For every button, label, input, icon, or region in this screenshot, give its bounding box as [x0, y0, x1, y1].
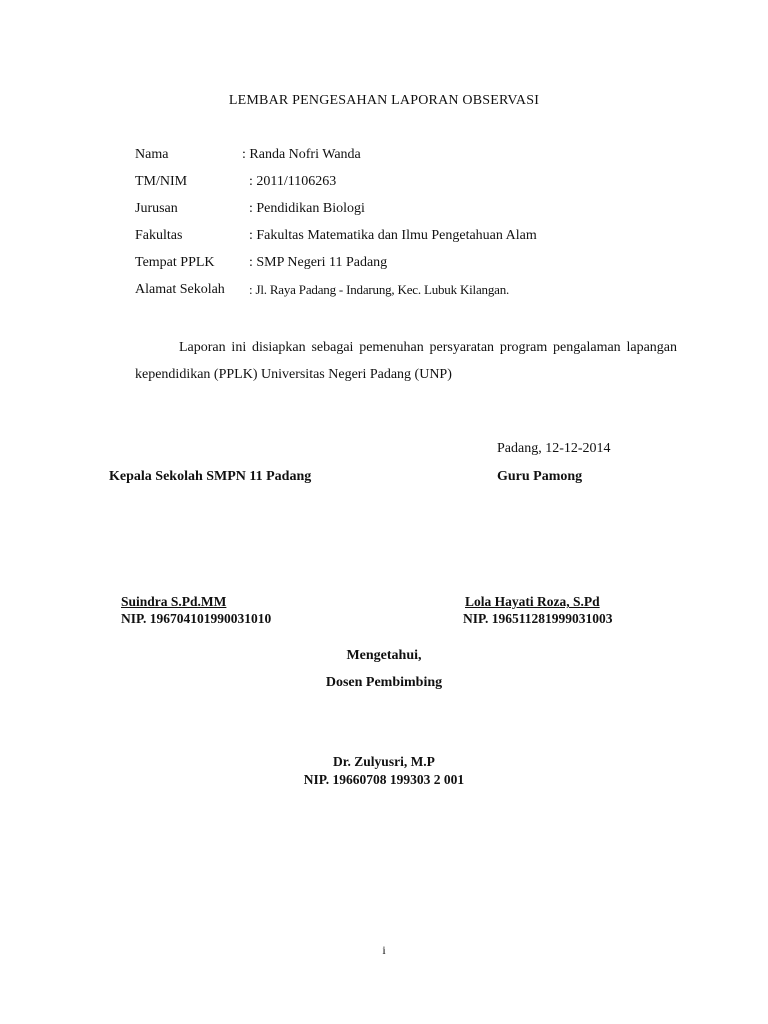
identity-label: Tempat PPLK: [135, 255, 215, 270]
statement-paragraph: Laporan ini disiapkan sebagai pemenuhan persyaratan program pengalaman lapangan kependidikan (PPLK) Universitas Negeri Padang (UNP): [135, 340, 677, 382]
left-signatory-role: Kepala Sekolah SMPN 11 Padang: [109, 469, 312, 484]
identity-label: Nama: [135, 147, 169, 162]
identity-value: : 2011/1106263: [249, 174, 337, 189]
identity-value: : SMP Negeri 11 Padang: [249, 255, 388, 270]
place-date: Padang, 12-12-2014: [497, 441, 611, 456]
acknowledgement-role: Dosen Pembimbing: [325, 675, 443, 690]
right-signatory-nip: NIP. 196511281999031003: [463, 611, 613, 626]
acknowledgement-nip: NIP. 19660708 199303 2 001: [303, 772, 465, 787]
identity-label: TM/NIM: [135, 174, 188, 189]
acknowledgement-heading: Mengetahui,: [346, 648, 422, 663]
acknowledgement-name: Dr. Zulyusri, M.P: [333, 754, 435, 769]
identity-value: : Jl. Raya Padang - Indarung, Kec. Lubuk Kilangan.: [249, 282, 510, 297]
identity-label: Alamat Sekolah: [135, 282, 225, 297]
identity-label: Jurusan: [135, 201, 178, 216]
identity-value: : Randa Nofri Wanda: [242, 147, 361, 162]
identity-value: : Pendidikan Biologi: [249, 201, 365, 216]
identity-value: : Fakultas Matematika dan Ilmu Pengetahuan Alam: [249, 228, 537, 243]
right-signatory-role: Guru Pamong: [497, 469, 583, 484]
identity-label: Fakultas: [135, 228, 183, 243]
left-signatory-nip: NIP. 196704101990031010: [121, 611, 272, 626]
left-signatory-name: Suindra S.Pd.MM: [121, 594, 227, 609]
document-title: LEMBAR PENGESAHAN LAPORAN OBSERVASI: [228, 93, 540, 108]
right-signatory-name: Lola Hayati Roza, S.Pd: [465, 594, 600, 609]
page-number: i: [382, 943, 386, 957]
